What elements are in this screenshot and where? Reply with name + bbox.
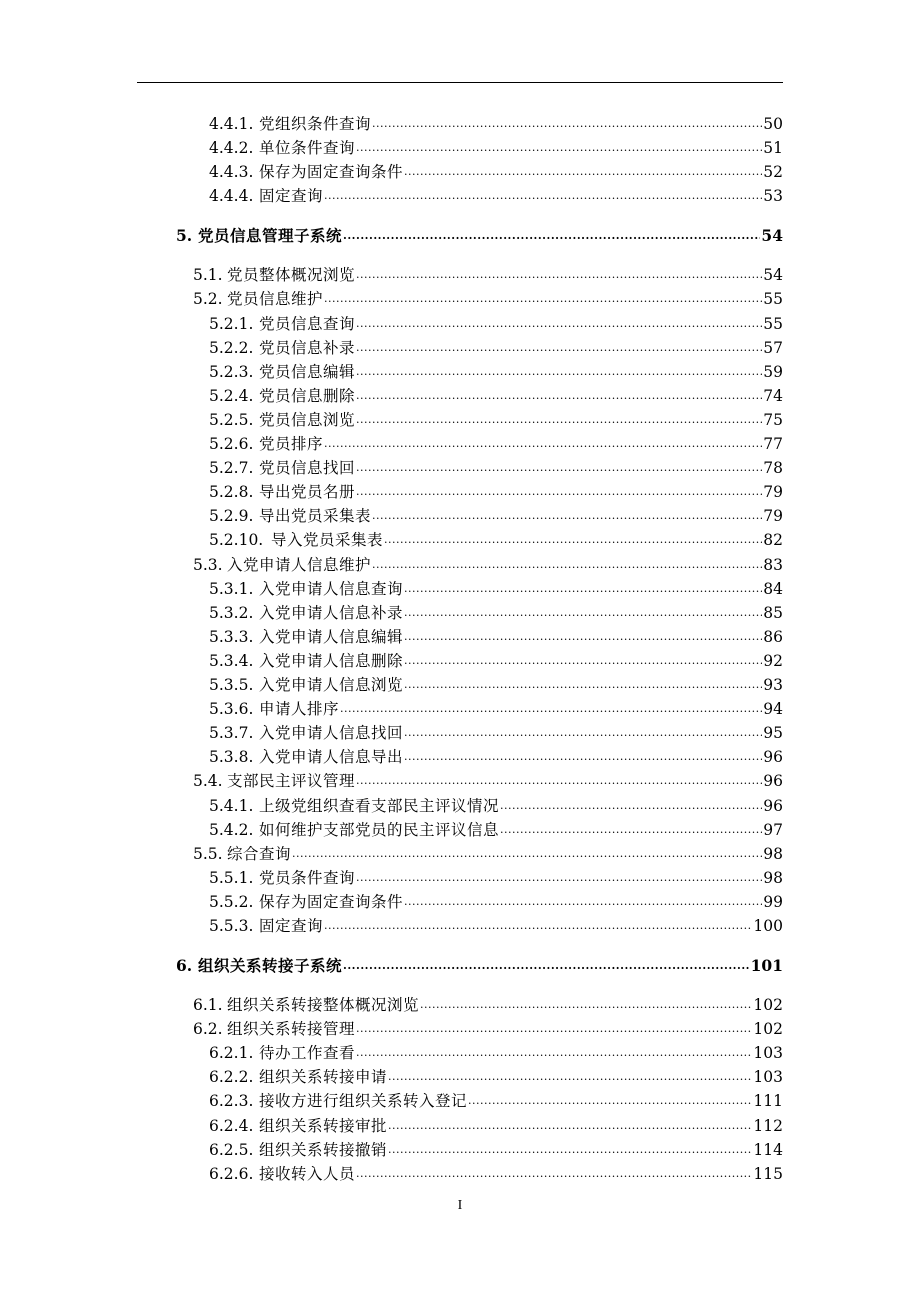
toc-dot-leader bbox=[420, 993, 752, 1017]
toc-entry-number: 5.3.1. bbox=[209, 579, 254, 598]
toc-dot-leader bbox=[404, 649, 762, 673]
toc-entry-title: 党员信息管理子系统 bbox=[198, 226, 343, 246]
toc-entry[interactable] bbox=[209, 697, 783, 721]
toc-dot-leader bbox=[356, 263, 762, 287]
toc-entry-number: 4.4.1. bbox=[209, 115, 254, 133]
toc-entry[interactable] bbox=[209, 432, 783, 456]
toc-entry-page: 55 bbox=[763, 314, 783, 333]
toc-entry-title: 上级党组织查看支部民主评议情况 bbox=[259, 796, 500, 815]
toc-entry-page: 83 bbox=[763, 555, 783, 574]
toc-entry-page: 55 bbox=[763, 290, 783, 309]
toc-entry-number: 5.3.5. bbox=[209, 676, 254, 694]
toc-entry-title: 党员信息查询 bbox=[259, 314, 356, 333]
toc-entry[interactable] bbox=[209, 136, 783, 160]
toc-entry-number: 6.1. bbox=[193, 996, 223, 1014]
toc-dot-leader bbox=[404, 601, 762, 625]
toc-dot-leader bbox=[384, 528, 762, 552]
toc-entry-number: 5.3.8. bbox=[209, 748, 254, 767]
toc-entry-title: 党员整体概况浏览 bbox=[227, 266, 356, 285]
toc-entry[interactable] bbox=[209, 866, 783, 890]
toc-entry-page: 75 bbox=[763, 410, 783, 429]
toc-entry[interactable] bbox=[209, 794, 783, 818]
toc-entry-title: 申请人排序 bbox=[259, 700, 340, 719]
toc-entry-title: 入党申请人信息补录 bbox=[259, 603, 404, 622]
toc-entry-title: 党组织条件查询 bbox=[259, 115, 372, 133]
toc-entry-page: 94 bbox=[763, 700, 783, 719]
toc-entry-page: 95 bbox=[763, 724, 783, 743]
toc-entry-page: 100 bbox=[753, 917, 783, 935]
toc-dot-leader bbox=[356, 360, 762, 384]
toc-entry-title: 单位条件查询 bbox=[259, 139, 356, 158]
toc-entry-title: 入党申请人信息删除 bbox=[259, 651, 404, 670]
toc-entry[interactable] bbox=[209, 160, 783, 184]
toc-entry-number: 6.2.3. bbox=[209, 1092, 254, 1111]
toc-dot-leader bbox=[324, 287, 762, 311]
toc-entry-number: 5.3.4. bbox=[209, 651, 254, 670]
toc-entry-page: 85 bbox=[763, 603, 783, 622]
toc-dot-leader bbox=[356, 480, 762, 504]
toc-entry-page: 79 bbox=[763, 483, 783, 502]
toc-entry-title: 组织关系转接管理 bbox=[227, 1020, 356, 1039]
toc-entry-page: 96 bbox=[763, 748, 783, 767]
toc-dot-leader bbox=[356, 408, 762, 432]
toc-entry-page: 102 bbox=[753, 1020, 783, 1039]
toc-entry-title: 党员排序 bbox=[259, 435, 324, 453]
toc-dot-leader bbox=[356, 336, 762, 360]
toc-dot-leader bbox=[356, 136, 762, 160]
toc-entry[interactable] bbox=[209, 312, 783, 336]
toc-entry[interactable] bbox=[209, 184, 783, 208]
toc-entry-title: 党员信息维护 bbox=[227, 290, 324, 309]
toc-entry-number: 5.2.7. bbox=[209, 459, 254, 478]
toc-entry-title: 导出党员名册 bbox=[259, 483, 356, 502]
toc-entry-page: 103 bbox=[753, 1044, 783, 1063]
toc-entry-title: 固定查询 bbox=[259, 187, 324, 206]
toc-entry-page: 86 bbox=[763, 627, 783, 646]
toc-entry-number: 5.5.2. bbox=[209, 892, 254, 911]
toc-dot-leader bbox=[372, 112, 762, 136]
toc-entry-title: 党员条件查询 bbox=[259, 868, 356, 887]
toc-entry-number: 6.2.4. bbox=[209, 1116, 254, 1135]
toc-dot-leader bbox=[372, 504, 762, 528]
toc-entry[interactable] bbox=[209, 1162, 783, 1186]
toc-entry[interactable] bbox=[209, 577, 783, 601]
toc-entry-page: 112 bbox=[753, 1116, 783, 1135]
toc-dot-leader bbox=[343, 224, 760, 248]
toc-entry[interactable] bbox=[209, 1041, 783, 1065]
toc-entry-number: 6.2.1. bbox=[209, 1044, 254, 1063]
toc-entry-number: 4.4.3. bbox=[209, 163, 254, 182]
toc-dot-leader bbox=[404, 745, 762, 769]
toc-dot-leader bbox=[388, 1138, 752, 1162]
toc-entry-title: 入党申请人信息找回 bbox=[259, 724, 404, 743]
toc-dot-leader bbox=[404, 625, 762, 649]
toc-entry-title: 党员信息浏览 bbox=[259, 410, 356, 429]
toc-entry-page: 98 bbox=[763, 844, 783, 863]
toc-entry-number: 5.4.2. bbox=[209, 820, 254, 839]
toc-dot-leader bbox=[356, 384, 762, 408]
toc-entry[interactable] bbox=[209, 649, 783, 673]
toc-entry-number: 5.2.3. bbox=[209, 362, 254, 381]
toc-entry-number: 4.4.2. bbox=[209, 139, 254, 158]
toc-dot-leader bbox=[356, 1017, 752, 1041]
toc-entry-number: 6.2.6. bbox=[209, 1164, 254, 1183]
toc-entry[interactable] bbox=[209, 673, 783, 697]
toc-entry-number: 5. bbox=[176, 226, 193, 246]
toc-entry-page: 50 bbox=[763, 115, 783, 133]
toc-dot-leader bbox=[500, 818, 762, 842]
toc-entry[interactable] bbox=[193, 993, 783, 1017]
toc-entry-number: 5.3.6. bbox=[209, 700, 254, 719]
toc-entry-title: 保存为固定查询条件 bbox=[259, 163, 404, 182]
toc-entry-number: 5.2.9. bbox=[209, 507, 254, 526]
toc-entry-title: 如何维护支部党员的民主评议信息 bbox=[259, 820, 500, 839]
toc-dot-leader bbox=[356, 456, 762, 480]
toc-entry-number: 5.3. bbox=[193, 555, 223, 574]
toc-entry-number: 6. bbox=[176, 956, 193, 975]
toc-dot-leader bbox=[388, 1065, 752, 1089]
toc-entry-title: 保存为固定查询条件 bbox=[259, 892, 404, 911]
toc-entry[interactable] bbox=[209, 601, 783, 625]
toc-entry-page: 54 bbox=[763, 266, 783, 285]
toc-entry-page: 53 bbox=[763, 187, 783, 206]
toc-entry-page: 93 bbox=[763, 676, 783, 694]
toc-entry-title: 组织关系转接整体概况浏览 bbox=[227, 996, 420, 1014]
toc-entry-page: 96 bbox=[763, 796, 783, 815]
toc-entry[interactable] bbox=[209, 745, 783, 769]
toc-entry-number: 4.4.4. bbox=[209, 187, 254, 206]
toc-entry[interactable] bbox=[209, 528, 783, 552]
toc-entry-number: 5.2.1. bbox=[209, 314, 254, 333]
toc-entry-title: 入党申请人信息浏览 bbox=[259, 676, 404, 694]
toc-entry-title: 导出党员采集表 bbox=[259, 507, 372, 526]
toc-entry-title: 组织关系转接审批 bbox=[259, 1116, 388, 1135]
toc-entry-number: 5.2. bbox=[193, 290, 223, 309]
toc-entry[interactable] bbox=[209, 1138, 783, 1162]
toc-entry-page: 101 bbox=[750, 956, 783, 975]
toc-entry[interactable] bbox=[209, 1114, 783, 1138]
toc-entry[interactable] bbox=[209, 504, 783, 528]
toc-entry-page: 96 bbox=[763, 772, 783, 791]
toc-entry-number: 5.2.2. bbox=[209, 338, 254, 357]
toc-dot-leader bbox=[324, 432, 762, 456]
toc-entry-number: 5.2.4. bbox=[209, 386, 254, 405]
toc-dot-leader bbox=[404, 160, 762, 184]
toc-entry-number: 5.4. bbox=[193, 772, 223, 791]
toc-entry-number: 5.4.1. bbox=[209, 796, 254, 815]
toc-entry-title: 入党申请人信息查询 bbox=[259, 579, 404, 598]
toc-entry-page: 52 bbox=[763, 163, 783, 182]
toc-dot-leader bbox=[500, 794, 762, 818]
toc-entry[interactable] bbox=[209, 818, 783, 842]
toc-entry-title: 入党申请人信息编辑 bbox=[259, 627, 404, 646]
toc-entry[interactable] bbox=[209, 721, 783, 745]
toc-entry-title: 综合查询 bbox=[227, 844, 292, 863]
toc-entry-title: 导入党员采集表 bbox=[271, 531, 384, 550]
toc-dot-leader bbox=[343, 954, 750, 978]
toc-entry-page: 77 bbox=[763, 435, 783, 453]
toc-entry[interactable] bbox=[193, 287, 783, 311]
toc-dot-leader bbox=[372, 553, 762, 577]
toc-entry-number: 5.3.7. bbox=[209, 724, 254, 743]
toc-dot-leader bbox=[404, 890, 762, 914]
toc-entry-title: 党员信息编辑 bbox=[259, 362, 356, 381]
toc-entry[interactable] bbox=[209, 408, 783, 432]
toc-dot-leader bbox=[356, 312, 762, 336]
toc-entry[interactable] bbox=[193, 553, 783, 577]
toc-entry-number: 6.2.5. bbox=[209, 1140, 254, 1159]
toc-entry[interactable] bbox=[193, 263, 783, 287]
toc-entry-page: 82 bbox=[763, 531, 783, 550]
toc-entry[interactable] bbox=[209, 112, 783, 136]
toc-chapter-entry[interactable] bbox=[176, 224, 783, 248]
toc-entry-title: 组织关系转接子系统 bbox=[198, 956, 343, 975]
toc-entry[interactable] bbox=[209, 1065, 783, 1089]
toc-dot-leader bbox=[356, 769, 762, 793]
toc-entry-page: 99 bbox=[763, 892, 783, 911]
toc-entry-title: 待办工作查看 bbox=[259, 1044, 356, 1063]
toc-dot-leader bbox=[404, 673, 762, 697]
toc-entry-title: 入党申请人信息导出 bbox=[259, 748, 404, 767]
toc-entry-page: 51 bbox=[763, 139, 783, 158]
toc-entry-number: 5.5. bbox=[193, 844, 223, 863]
toc-entry-page: 114 bbox=[753, 1140, 783, 1159]
toc-dot-leader bbox=[292, 842, 762, 866]
toc-entry-number: 5.5.3. bbox=[209, 917, 254, 935]
toc-entry-page: 79 bbox=[763, 507, 783, 526]
toc-dot-leader bbox=[388, 1114, 752, 1138]
toc-entry-title: 支部民主评议管理 bbox=[227, 772, 356, 791]
toc-entry[interactable] bbox=[209, 625, 783, 649]
toc-entry[interactable] bbox=[209, 480, 783, 504]
toc-entry-page: 97 bbox=[763, 820, 783, 839]
toc-entry-title: 入党申请人信息维护 bbox=[227, 555, 372, 574]
toc-dot-leader bbox=[356, 1041, 752, 1065]
toc-entry-page: 115 bbox=[753, 1164, 783, 1183]
page-number: I bbox=[457, 1198, 463, 1213]
toc-entry-number: 5.2.6. bbox=[209, 435, 254, 453]
toc-entry-page: 98 bbox=[763, 868, 783, 887]
toc-entry[interactable] bbox=[209, 890, 783, 914]
toc-entry-page: 102 bbox=[753, 996, 783, 1014]
toc-entry-title: 党员信息补录 bbox=[259, 338, 356, 357]
toc-entry-title: 接收转入人员 bbox=[259, 1164, 356, 1183]
toc-entry-number: 5.5.1. bbox=[209, 868, 254, 887]
toc-dot-leader bbox=[404, 577, 762, 601]
toc-dot-leader bbox=[356, 866, 762, 890]
toc-chapter-entry[interactable] bbox=[176, 954, 783, 978]
toc-entry[interactable] bbox=[209, 1089, 783, 1113]
toc-entry[interactable] bbox=[209, 360, 783, 384]
toc-dot-leader bbox=[356, 1162, 752, 1186]
toc-entry-page: 103 bbox=[753, 1068, 783, 1087]
toc-entry-title: 党员信息删除 bbox=[259, 386, 356, 405]
toc-entry-number: 5.2.5. bbox=[209, 410, 254, 429]
toc-entry[interactable] bbox=[209, 384, 783, 408]
toc-dot-leader bbox=[324, 914, 752, 938]
toc-entry-page: 78 bbox=[763, 459, 783, 478]
toc-entry-page: 54 bbox=[761, 226, 783, 246]
toc-entry[interactable] bbox=[209, 456, 783, 480]
toc-entry-page: 84 bbox=[763, 579, 783, 598]
toc-dot-leader bbox=[468, 1089, 752, 1113]
toc-entry-title: 固定查询 bbox=[259, 917, 324, 935]
toc-dot-leader bbox=[340, 697, 762, 721]
toc-entry-number: 5.3.3. bbox=[209, 627, 254, 646]
toc-entry-page: 59 bbox=[763, 362, 783, 381]
toc-entry-number: 5.1. bbox=[193, 266, 223, 285]
toc-entry[interactable] bbox=[209, 914, 783, 938]
toc-entry[interactable] bbox=[209, 336, 783, 360]
toc-entry-title: 接收方进行组织关系转入登记 bbox=[259, 1092, 468, 1111]
toc-entry-page: 92 bbox=[763, 651, 783, 670]
toc-entry-number: 6.2. bbox=[193, 1020, 223, 1039]
toc-entry-title: 组织关系转接撤销 bbox=[259, 1140, 388, 1159]
toc-entry-title: 组织关系转接申请 bbox=[259, 1068, 388, 1087]
toc-entry[interactable] bbox=[193, 1017, 783, 1041]
toc-dot-leader bbox=[324, 184, 762, 208]
toc-entry-title: 党员信息找回 bbox=[259, 459, 356, 478]
toc-entry[interactable] bbox=[193, 842, 783, 866]
toc-entry-number: 5.3.2. bbox=[209, 603, 254, 622]
toc-entry-number: 6.2.2. bbox=[209, 1068, 254, 1087]
toc-entry-number: 5.2.8. bbox=[209, 483, 254, 502]
toc-entry-number: 5.2.10. bbox=[209, 531, 264, 550]
toc-entry[interactable] bbox=[193, 769, 783, 793]
toc-entry-page: 57 bbox=[763, 338, 783, 357]
toc-entry-page: 74 bbox=[763, 386, 783, 405]
toc-entry-page: 111 bbox=[753, 1092, 783, 1111]
toc-dot-leader bbox=[404, 721, 762, 745]
